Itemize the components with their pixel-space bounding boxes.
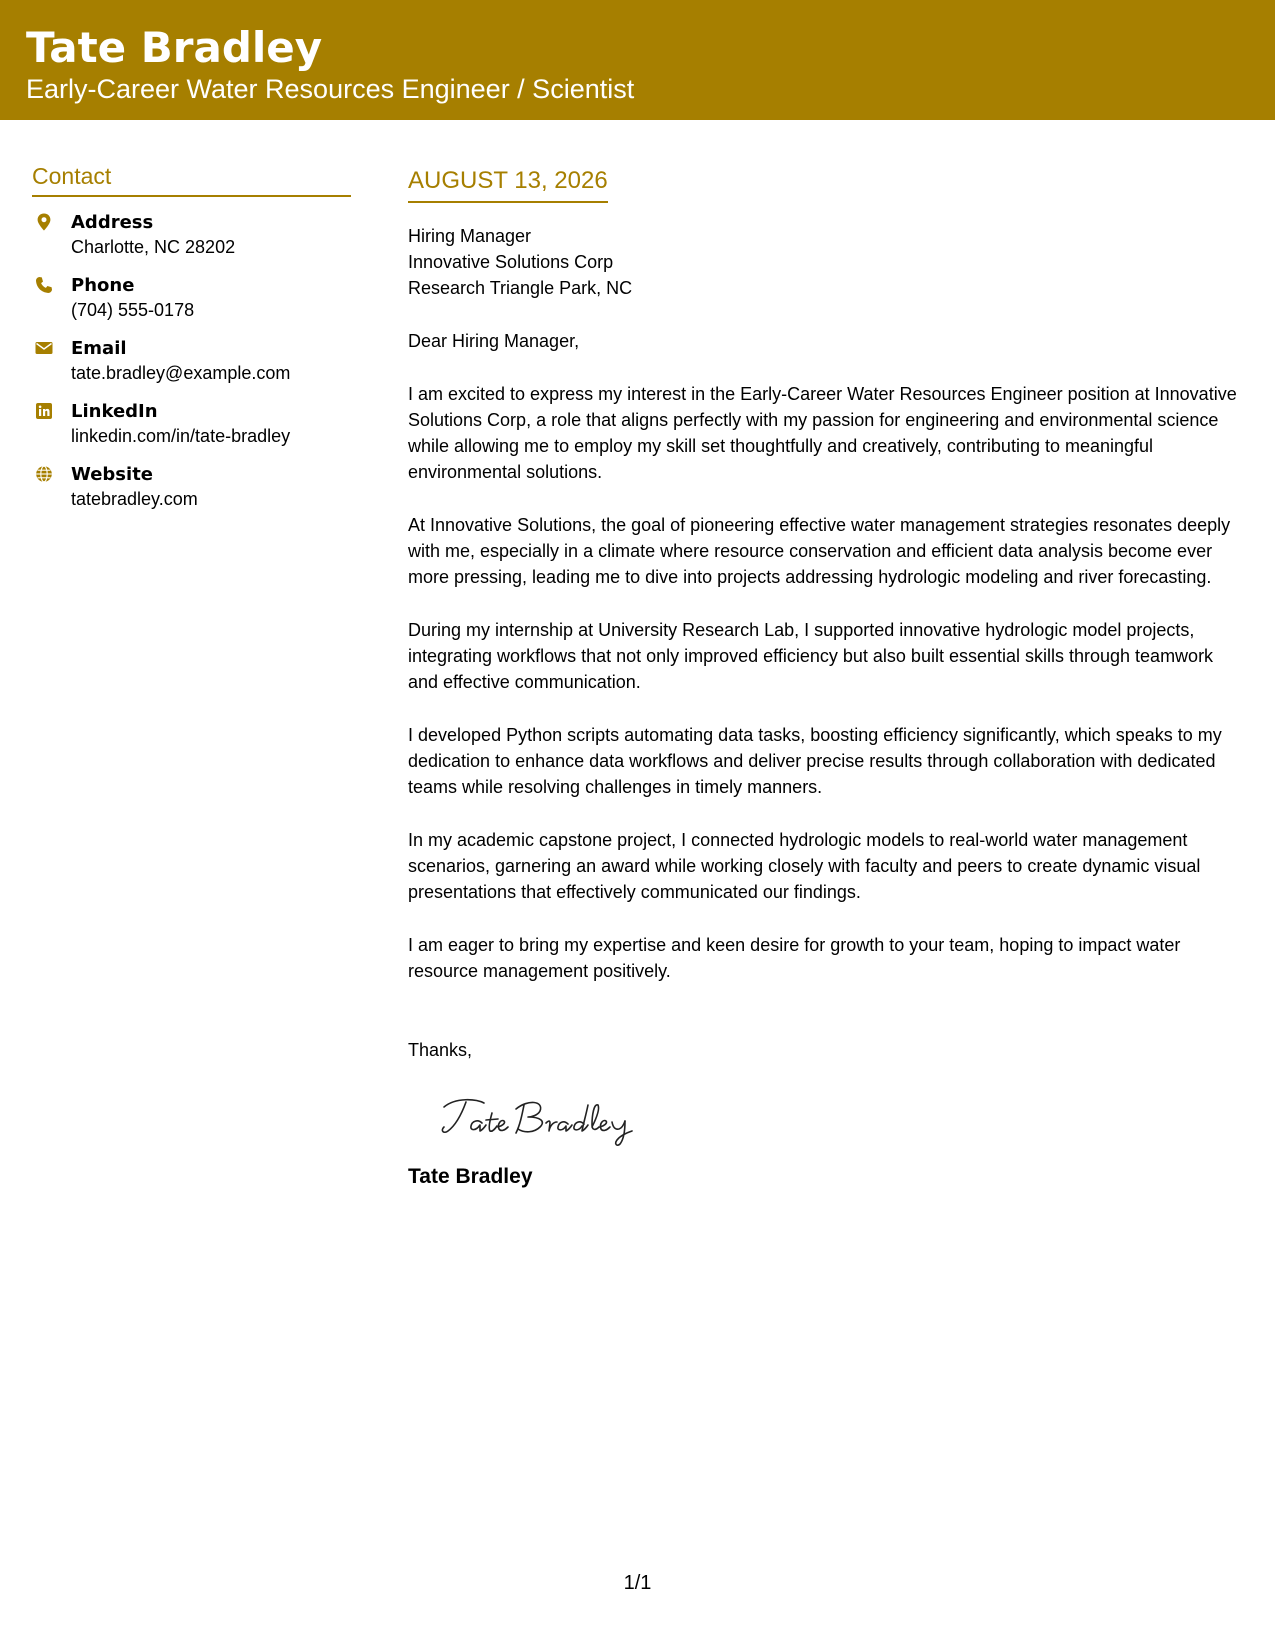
letter-date: AUGUST 13, 2026: [408, 165, 608, 203]
envelope-icon: [35, 339, 53, 357]
handwritten-signature: [436, 1089, 646, 1149]
letter-paragraph: During my internship at University Research Lab, I supported innovative hydrologic model projects, integrating workflows that not only improved efficiency but also built essential skills through teamwork and effective communication.: [408, 620, 1214, 692]
recipient-line: Innovative Solutions Corp: [408, 252, 614, 272]
contact-sidebar: [32, 160, 351, 526]
contact-label: Phone: [71, 275, 135, 296]
header-banner: [0, 0, 1275, 120]
phone-value: (704) 555-0178: [71, 300, 195, 320]
contact-item-website: [32, 463, 351, 526]
contact-label: LinkedIn: [71, 401, 158, 422]
website-value: tatebradley.com: [71, 489, 198, 509]
linkedin-value: linkedin.com/in/tate-bradley: [71, 426, 291, 446]
recipient-line: Research Triangle Park, NC: [408, 278, 633, 298]
contact-item-linkedin: [32, 400, 351, 463]
email-value: tate.bradley@example.com: [71, 363, 291, 383]
contact-label: Email: [71, 338, 127, 359]
applicant-name: Tate Bradley: [26, 23, 323, 72]
letter-paragraph: In my academic capstone project, I connected hydrologic models to real-world water management scenarios, garnering an award while working closely with faculty and peers to create dynamic visual presentations that effectively communicated our findings.: [408, 830, 1201, 902]
contact-label: Address: [71, 212, 154, 233]
map-pin-icon: [35, 213, 53, 231]
letter-body: [408, 165, 1248, 1191]
signed-name: Tate Bradley: [408, 1165, 533, 1188]
recipient-line: Hiring Manager: [408, 226, 532, 246]
recipient-block: [408, 223, 1248, 301]
globe-icon: [35, 465, 53, 483]
contact-heading: Contact: [32, 160, 351, 197]
closing: Thanks,: [408, 1040, 473, 1060]
applicant-title: Early-Career Water Resources Engineer / Scientist: [26, 74, 635, 104]
contact-item-address: [32, 211, 351, 274]
contact-item-email: [32, 337, 351, 400]
letter-paragraph: I am excited to express my interest in the Early-Career Water Resources Engineer position at Innovative Solutions Corp, a role that aligns perfectly with my passion for engineering and environmental science while allowing me to employ my skill set thoughtfully and creatively, contributing to meaningful environmental solutions.: [408, 384, 1237, 482]
page-number: 1/1: [623, 1572, 652, 1594]
contact-item-phone: [32, 274, 351, 337]
letter-paragraph: I developed Python scripts automating data tasks, boosting efficiency significantly, which speaks to my dedication to enhance data workflows and deliver precise results through collaboration with dedicated teams while resolving challenges in timely manners.: [408, 725, 1222, 797]
letter-paragraph: I am eager to bring my expertise and keen desire for growth to your team, hoping to impact water resource management positively.: [408, 935, 1181, 981]
phone-icon: [35, 276, 53, 294]
address-value: Charlotte, NC 28202: [71, 237, 236, 257]
contact-label: Website: [71, 464, 154, 485]
greeting: Dear Hiring Manager,: [408, 331, 580, 351]
letter-paragraph: At Innovative Solutions, the goal of pioneering effective water management strategies resonates deeply with me, especially in a climate where resource conservation and efficient data analysis become ever more pressing, leading me to dive into projects addressing hydrologic modeling and river forecasting.: [408, 515, 1231, 587]
linkedin-icon: [35, 402, 53, 420]
